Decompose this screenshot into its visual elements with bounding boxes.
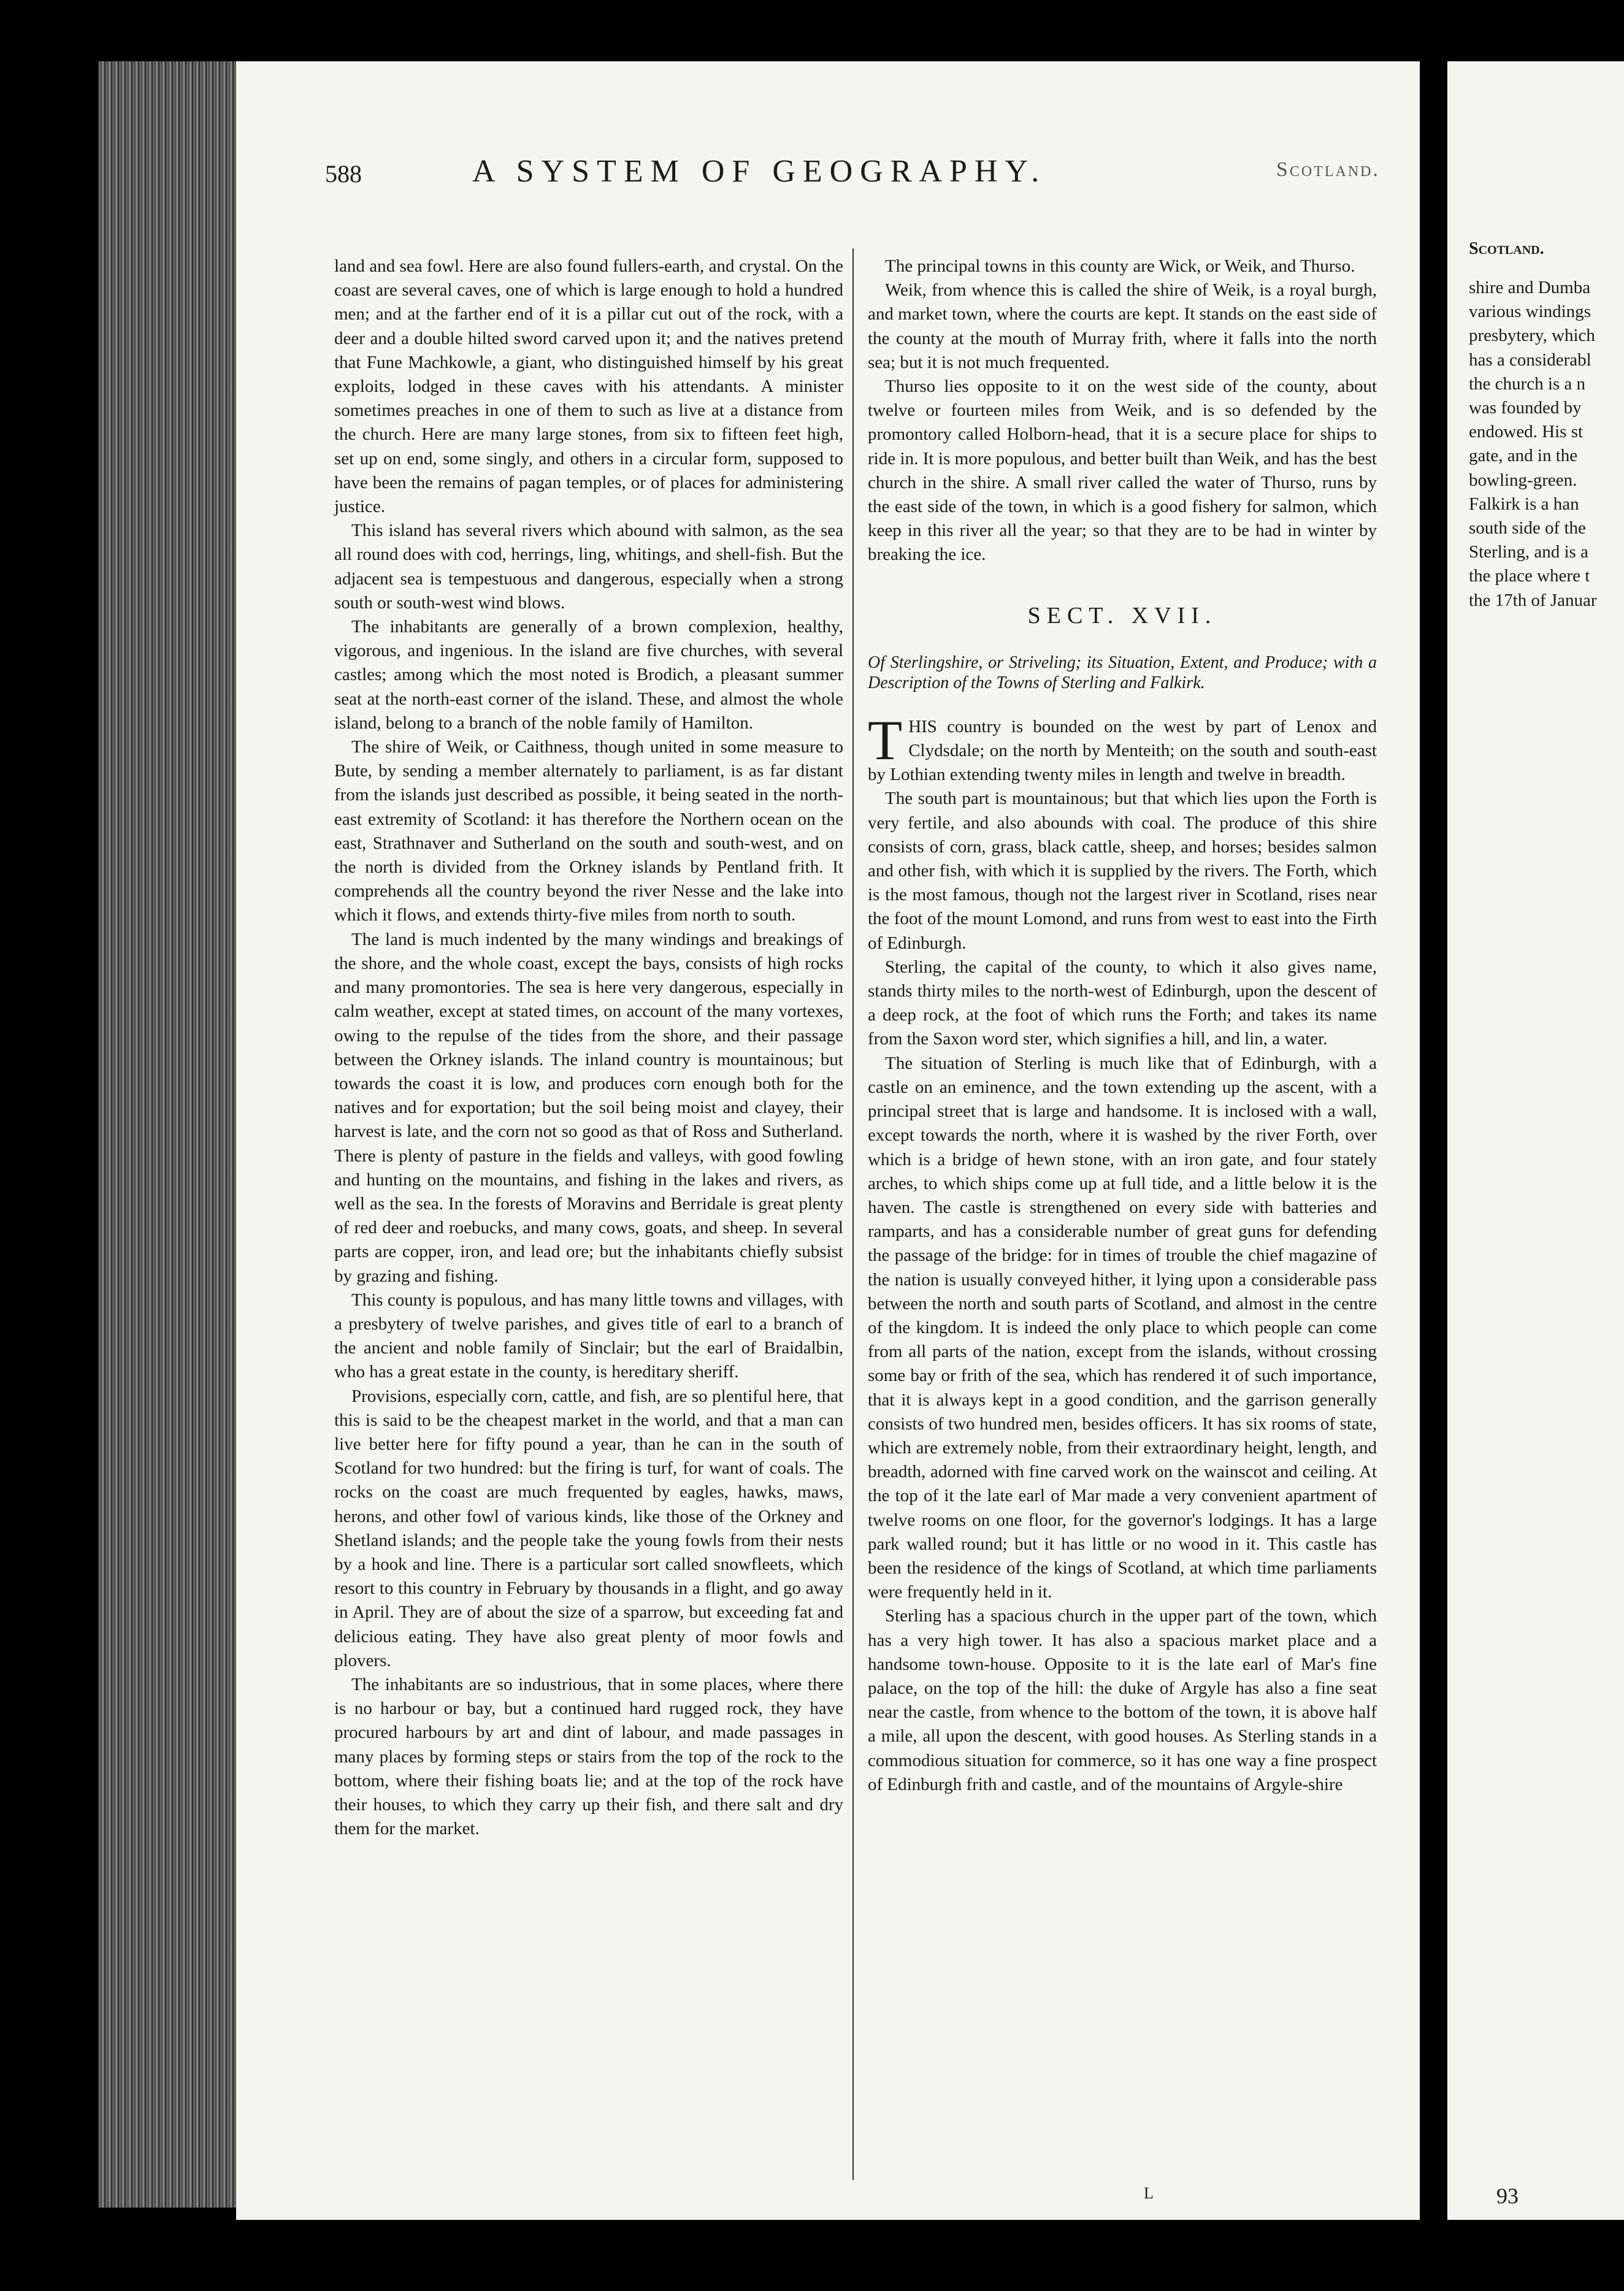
drop-cap: T [868,708,903,771]
paragraph: Thurso lies opposite to it on the west side of the county, about twelve or fourteen miles from Weik, and is so defended by the promontory called Holborn-head, that it is a secure place for ships to ride in. It is more populous, and better built than Weik, and has the best church in the shire. A small river called the water of Thurso, runs by the east side of the town, in which is a good fishery for salmon, which keep in this river all the year; so that they are to be had in winter by breaking the ice. [868,377,1377,565]
next-page-running-head: Scotland. [1469,239,1544,258]
paragraph: The land is much indented by the many windings and breakings of the shore, and the whole coast, except the bays, consists of high rocks and many promontories. The sea is here very dangerous, especially in calm weather, except at stated times, on account of the many vortexes, owing to the repulse of the tides from the shore, and their passage between the Orkney islands. The inland country is mountainous; but towards the coast it is low, and produces corn enough both for the natives and for exportation; but the soil being moist and clayey, their harvest is late, and the corn not so good as that of Ross and Sutherland. There is plenty of pasture in the fields and valleys, with good fowling and hunting on the mountains, and fishing in the lakes and rivers, as well as the sea. In the forests of Moravins and Berridale is great plenty of red deer and roebucks, and many cows, goats, and sheep. In several parts are copper, iron, and lead ore; but the inhabitants chiefly subsist by grazing and fishing. [334,929,843,1286]
next-page-number: 93 [1496,2184,1519,2208]
text-line: shire and Dumba [1469,278,1591,297]
paragraph: The principal towns in this county are Wick, or Weik, and Thurso. [885,256,1355,276]
text-line: gate, and in the [1469,446,1578,466]
page-header [325,153,1380,196]
text-line: endowed. His st [1469,422,1584,442]
paragraph: Weik, from whence this is called the shire of Weik, is a royal burgh, and market town, where the courts are kept. It stands on the east side of the county at the mouth of Murray frith, where it falls into the north sea; but it is not much frequented. [868,280,1377,372]
paragraph: Sterling, the capital of the county, to which it also gives name, stands thirty miles to the north-west of Edinburgh, upon the descent of a deep rock, at the foot of which runs the Forth; and takes its name from the Saxon word ster, which signifies a hill, and lin, a water. [868,957,1377,1049]
left-page [236,61,1420,2220]
text-line: was founded by [1469,398,1582,418]
column-divider [852,248,854,2180]
section-label: Scotland. [1276,158,1380,181]
first-paragraph-text: HIS country is bounded on the west by part of Lenox and Clydsdale; on the north by Menteith; on the south and south-east by Lothian extending twenty miles in length and twelve in breadth. [868,716,1377,785]
paragraph: This county is populous, and has many little towns and villages, with a presbytery of twelve parishes, and gives title of earl to a branch of the ancient and noble family of Sinclair; but the earl of Braidalbin, who has a great estate in the county, is hereditary sheriff. [334,1290,843,1382]
paragraph: The shire of Weik, or Caithness, though united in some measure to Bute, by sending a member alternately to parliament, is as far distant from the islands just described as possible, it being seated in the north-east extremity of Scotland: it has therefore the Northern ocean on the east, Strathnaver and Sutherland on the south and south-west, and on the north is divided from the Orkney islands by Pentland frith. It comprehends all the country beyond the river Nesse and the lake into which it flows, and extends thirty-five miles from north to south. [334,737,843,925]
paragraph: land and sea fowl. Here are also found fullers-earth, and crystal. On the coast are several caves, one of which is large enough to hold a hundred men; and at the farther end of it is a pillar cut out of the rock, with a deer and a double hilted sword carved upon it; and the natives pretend that Fune Machkowle, a giant, who distinguished himself by his great exploits, lodged in these caves with his attendants. A minister sometimes preaches in one of them to such as live at a distance from the church. Here are many large stones, from six to fifteen feet high, set up on end, some singly, and others in a circular form, supposed to have been the remains of pagan temples, or of places for administering justice. [334,256,843,517]
text-line: the place where t [1469,566,1590,586]
text-line: has a considerabl [1469,350,1591,370]
text-line: the church is a n [1469,373,1586,394]
paragraph: Sterling has a spacious church in the upper part of the town, which has a very high tower. It has also a spacious market place and a handsome town-house. Opposite to it is the late earl of Mar's fine palace, on the top of the hill: the duke of Argyle has also a fine seat near the castle, from whence to the bottom of the town, it is above half a mile, all upon the descent, with good houses. As Sterling stands in a commodious situation for commerce, so it has one way a fine prospect of Edinburgh frith and castle, and of the mountains of Argyle-shire [868,1606,1377,1794]
text-line: various windings [1469,302,1591,322]
section-heading: SECT. XVII. [1027,602,1217,629]
book-page-edge [98,61,239,2208]
section-first-paragraph [868,708,1377,787]
text-line: Sterling, and is a [1469,542,1588,562]
signature-mark: L [1144,2184,1154,2202]
left-column [334,254,843,1841]
next-page-text [1469,276,1597,613]
paragraph: Provisions, especially corn, cattle, and fish, are so plentiful here, that this is said to be the cheapest market in the world, and that a man can live better here for fifty pound a year, than he can in the south of Scotland for two hundred: but the firing is turf, for want of coals. The rocks on the coast are much frequented by eagles, hawks, maws, herons, and other fowl of various kinds, like those of the Orkney and Shetland islands; and the people take the young fowls from their nests by a hook and line. There is a particular sort called snowfleets, which resort to this country in February by thousands in a flight, and go away in April. They are of about the size of a sparrow, but exceeding fat and delicious eating. They have also great plenty of moor fowls and plovers. [334,1386,843,1670]
section-summary: Of Sterlingshire, or Striveling; its Situation, Extent, and Produce; with a Description of the Towns of Sterling and Falkirk. [868,652,1377,692]
text-line: the 17th of Januar [1469,590,1597,610]
running-title: A SYSTEM OF GEOGRAPHY. [472,154,1047,189]
paragraph: The inhabitants are so industrious, that in some places, where there is no harbour or bay, but a continued hard rugged rock, they have procured harbours by art and dint of labour, and made passages in many places by forming steps or stairs from the top of the rock to the bottom, where their fishing boats lie; and at the top of the rock have their houses, to which they carry up their fish, and there salt and dry them for the market. [334,1674,843,1839]
text-line: bowling-green. [1469,470,1577,490]
text-line: presbytery, which [1469,326,1595,346]
text-line: south side of the [1469,518,1586,538]
paragraph: This island has several rivers which abound with salmon, as the sea all round does with cod, herrings, ling, whitings, and shell-fish. But the adjacent sea is tempestuous and dangerous, especially when a strong south or south-west wind blows. [334,521,843,613]
paragraph: The inhabitants are generally of a brown complexion, healthy, vigorous, and ingenious. In the island are five churches, with several castles; among which the most noted is Brodich, a pleasant summer seat at the north-east corner of the island. These, and almost the whole island, belong to a branch of the noble family of Hamilton. [334,617,843,733]
right-column [868,254,1377,1797]
paragraph: The situation of Sterling is much like that of Edinburgh, with a castle on an eminence, and the town extending up the ascent, with a principal street that is large and handsome. It is inclosed with a wall, except towards the north, where it is washed by the river Forth, over which is a bridge of hewn stone, with an iron gate, and four stately arches, to which ships come up at full tide, and a little below it is the haven. The castle is strengthened on every side with batteries and ramparts, and has a considerable number of great guns for defending the passage of the bridge: for in times of trouble the chief magazine of the nation is usually conveyed hither, it lying upon a considerable pass between the north and south parts of Scotland, and almost in the centre of the kingdom. It is indeed the only place to which people can come from all parts of the nation, except from the islands, without crossing some bay or frith of the sea, which has rendered it of such importance, that it is always kept in a good condition, and the garrison generally consists of two hundred men, besides officers. It has six rooms of state, which are extremely noble, from their extraordinary height, length, and breadth, adorned with fine carved work on the wainscot and ceiling. At the top of it the late earl of Mar made a very convenient apartment of twelve rooms on one floor, for the governor's lodgings. It has a large park walled round; but it has little or no wood in it. This castle has been the residence of the kings of Scotland, at which time parliaments were frequently held in it. [868,1053,1377,1602]
text-line: Falkirk is a han [1469,494,1579,514]
page-number: 588 [325,160,362,188]
next-page-fragment [1447,61,1624,2220]
paragraph: The south part is mountainous; but that which lies upon the Forth is very fertile, and also abounds with coal. The produce of this shire consists of corn, grass, black cattle, sheep, and horses; besides salmon and other fish, with which it is supplied by the rivers. The Forth, which is the most famous, though not the largest river in Scotland, rises near the foot of the mount Lomond, and runs from west to east into the Firth of Edinburgh. [868,789,1377,953]
